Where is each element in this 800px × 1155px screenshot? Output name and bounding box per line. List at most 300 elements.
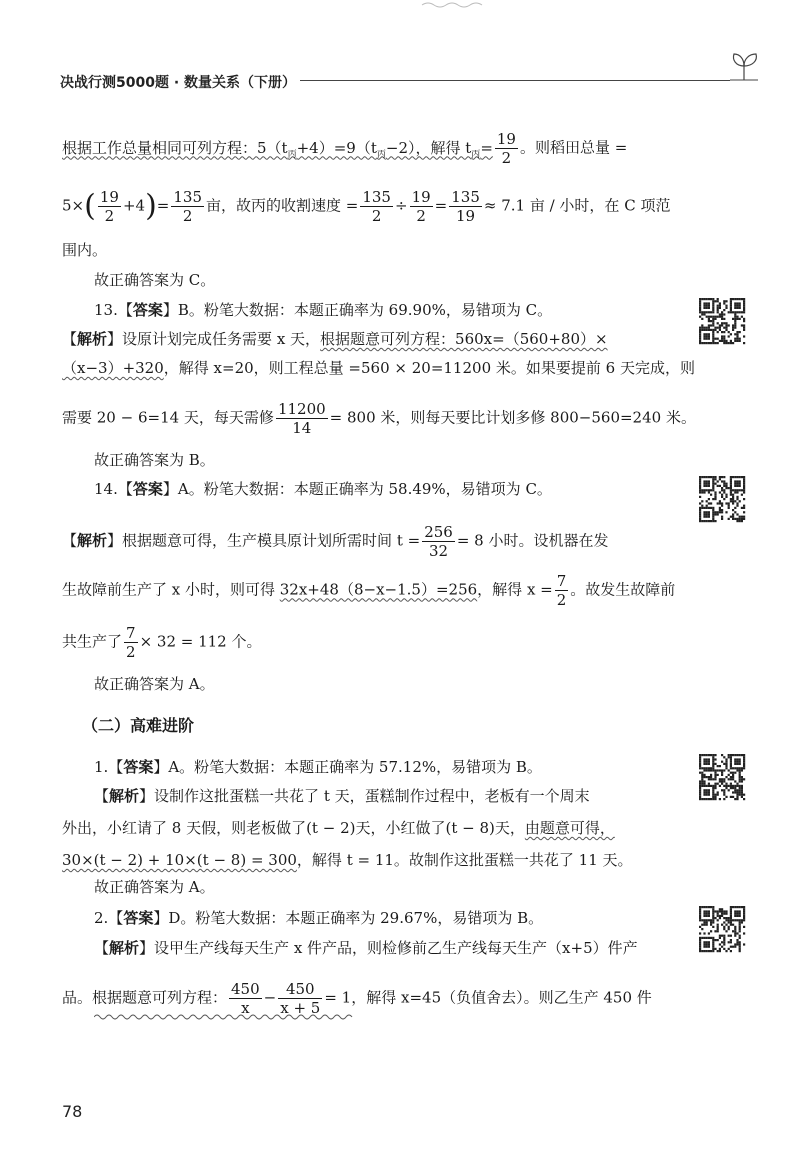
qr-module [712,917,714,919]
fraction: $\frac{19}{2}$ [411,188,431,225]
qr-module [712,483,714,485]
qr-module [699,917,701,919]
qr-module [721,946,723,948]
qr-module [736,498,738,500]
qr-module [719,908,721,910]
qr-module [734,489,736,491]
qr-module [728,919,730,921]
qr-module [699,761,701,763]
qr-module [708,316,710,318]
qr-module [728,935,730,937]
s2q1-analysis-line-1: 【解析】设制作这批蛋糕一共花了 t 天，蛋糕制作过程中，老板有一个周末 [94,787,590,805]
qr-module [703,785,705,787]
qr-module [719,937,721,939]
qr-module [725,930,727,932]
qr-module [712,480,714,482]
qr-module [736,919,738,921]
qr-module [743,498,745,500]
s2q2-answer-head: 2.【答案】D。粉笔大数据：本题正确率为 29.67%，易错项为 B。 [94,909,544,927]
qr-module [699,913,701,915]
qr-module [732,518,734,520]
qr-module [699,758,701,760]
qr-module [721,910,723,912]
qr-module [734,485,736,487]
qr-module [734,791,736,793]
q12-line-1: 根据工作总量相同可列方程：$5(t_丙+4)=9(t_丙-2)$，解得 $t_丙=$ $\frac{19}{2}$ 。则稻田总量 = [62,130,628,167]
qr-module [730,483,732,485]
qr-module [728,917,730,919]
qr-module [730,906,732,908]
qr-module [708,327,710,329]
qr-module [739,754,741,756]
qr-module [732,785,734,787]
qr-module [719,316,721,318]
qr-module [730,756,732,758]
qr-module [706,924,708,926]
qr-module [712,516,714,518]
qr-module [699,908,701,910]
qr-module [739,485,741,487]
qr-module [717,300,719,302]
qr-code-icon[interactable] [696,752,748,802]
qr-module [728,311,730,313]
qr-module [714,342,716,344]
qr-module [736,785,738,787]
qr-module [714,774,716,776]
qr-module [710,342,712,344]
qr-module [743,758,745,760]
qr-module [739,483,741,485]
s2q1-analysis-line-3: 30×(t − 2) + 10×(t − 8) = 300，解得 t = 11。故制作这批蛋糕一共花了 11 天。 [62,851,633,869]
qr-module [739,948,741,950]
qr-module [723,794,725,796]
qr-module [725,327,727,329]
qr-module [743,908,745,910]
qr-module [725,924,727,926]
qr-module [710,785,712,787]
qr-module [708,769,710,771]
fraction: $\frac{7}{2}$ [126,624,136,661]
qr-module [739,794,741,796]
qr-module [706,789,708,791]
qr-module [699,787,701,789]
qr-module [703,329,705,331]
qr-module [721,778,723,780]
qr-module [710,311,712,313]
qr-module [703,298,705,300]
qr-module [714,758,716,760]
qr-module [732,342,734,344]
qr-module [717,480,719,482]
qr-module [725,511,727,513]
qr-module [736,758,738,760]
qr-module [712,316,714,318]
qr-module [730,311,732,313]
qr-module [706,915,708,917]
qr-module [708,932,710,934]
qr-module [717,309,719,311]
qr-module [706,785,708,787]
qr-module [721,935,723,937]
qr-module [708,329,710,331]
qr-module [736,476,738,478]
qr-module [741,787,743,789]
fraction: $\frac{19}{2}$ [496,130,516,167]
qr-module [714,796,716,798]
qr-module [739,919,741,921]
qr-module [699,946,701,948]
qr-module [730,516,732,518]
qr-module [721,774,723,776]
qr-module [743,483,745,485]
qr-module [710,919,712,921]
qr-module [699,487,701,489]
qr-module [721,509,723,511]
qr-module [741,507,743,509]
qr-module [728,778,730,780]
qr-module [699,941,701,943]
qr-module [734,763,736,765]
qr-module [732,476,734,478]
qr-module [708,513,710,515]
qr-module [701,491,703,493]
qr-module [732,946,734,948]
qr-module [734,787,736,789]
qr-module [743,761,745,763]
qr-module [743,767,745,769]
qr-module [730,761,732,763]
qr-module [710,937,712,939]
qr-module [743,311,745,313]
qr-module [725,307,727,309]
qr-module [743,915,745,917]
qr-module [734,307,736,309]
qr-module [732,906,734,908]
qr-module [706,946,708,948]
qr-module [736,796,738,798]
qr-module [703,943,705,945]
qr-module [743,756,745,758]
qr-module [699,926,701,928]
qr-module [743,309,745,311]
qr-module [734,930,736,932]
qr-module [717,939,719,941]
qr-module [728,331,730,333]
qr-module [734,318,736,320]
qr-module [699,785,701,787]
qr-module [732,329,734,331]
qr-module [730,309,732,311]
qr-module [743,763,745,765]
qr-module [723,340,725,342]
qr-module [736,513,738,515]
qr-module [725,785,727,787]
qr-module [743,913,745,915]
qr-code-icon[interactable] [696,904,748,954]
qr-module [701,937,703,939]
qr-module [703,937,705,939]
qr-module [739,778,741,780]
qr-module [710,476,712,478]
qr-module [741,776,743,778]
qr-module [699,340,701,342]
qr-module [712,309,714,311]
qr-module [708,783,710,785]
qr-module [739,906,741,908]
qr-module [736,483,738,485]
qr-module [743,505,745,507]
qr-module [723,798,725,800]
qr-module [730,941,732,943]
qr-module [712,939,714,941]
s2q1-analysis-line-2: 外出，小红请了 8 天假，则老板做了(t − 2)天，小红做了(t − 8)天，由题意可得， [62,819,615,837]
qr-module [736,763,738,765]
qr-module [736,480,738,482]
qr-module [743,487,745,489]
qr-module [703,511,705,513]
qr-module [699,331,701,333]
qr-module [721,511,723,513]
qr-module [719,943,721,945]
qr-module [703,491,705,493]
qr-module [723,941,725,943]
qr-module [703,780,705,782]
qr-module [743,329,745,331]
qr-module [699,943,701,945]
qr-module [741,520,743,522]
qr-module [706,941,708,943]
qr-module [714,513,716,515]
qr-module [717,765,719,767]
qr-module [699,305,701,307]
qr-module [739,338,741,340]
qr-module [741,796,743,798]
qr-module [706,476,708,478]
qr-module [708,767,710,769]
qr-module [708,778,710,780]
qr-module [710,502,712,504]
qr-module [706,342,708,344]
qr-module [699,309,701,311]
qr-module [730,917,732,919]
qr-module [739,767,741,769]
qr-module [723,778,725,780]
qr-module [712,913,714,915]
qr-module [719,324,721,326]
qr-module [734,935,736,937]
qr-module [710,950,712,952]
qr-module [699,763,701,765]
qr-module [712,331,714,333]
qr-module [732,311,734,313]
qr-module [703,915,705,917]
qr-module [703,767,705,769]
qr-module [730,921,732,923]
qr-module [714,498,716,500]
qr-module [708,906,710,908]
qr-module [708,794,710,796]
qr-module [736,941,738,943]
qr-module [743,327,745,329]
qr-module [723,910,725,912]
qr-module [712,305,714,307]
qr-module [706,767,708,769]
qr-module [730,908,732,910]
qr-module [732,494,734,496]
qr-module [699,335,701,337]
qr-module [732,324,734,326]
qr-module [723,313,725,315]
qr-module [734,491,736,493]
qr-module [743,342,745,344]
qr-module [739,924,741,926]
qr-module [728,785,730,787]
qr-module [717,322,719,324]
qr-module [717,338,719,340]
qr-module [714,300,716,302]
qr-module [717,930,719,932]
qr-module [701,785,703,787]
qr-code-icon[interactable] [696,474,748,524]
qr-module [699,915,701,917]
qr-module [736,791,738,793]
qr-module [736,761,738,763]
qr-module [734,511,736,513]
qr-module [703,327,705,329]
qr-module [732,754,734,756]
qr-module [706,794,708,796]
qr-module [712,485,714,487]
qr-module [736,489,738,491]
qr-module [728,335,730,337]
qr-module [741,778,743,780]
qr-module [723,318,725,320]
qr-module [712,758,714,760]
qr-module [708,483,710,485]
qr-module [712,307,714,309]
qr-module [730,758,732,760]
qr-module [743,765,745,767]
qr-module [730,913,732,915]
qr-module [703,776,705,778]
qr-module [739,302,741,304]
qr-module [743,489,745,491]
qr-module [699,772,701,774]
qr-module [739,489,741,491]
q13-answer-head: 13.【答案】B。粉笔大数据：本题正确率为 69.90%，易错项为 C。 [94,301,553,319]
qr-module [730,478,732,480]
qr-module [730,935,732,937]
qr-module [732,509,734,511]
qr-module [730,307,732,309]
qr-module [732,776,734,778]
qr-module [730,485,732,487]
qr-module [703,305,705,307]
qr-module [712,778,714,780]
qr-module [734,910,736,912]
qr-module [739,935,741,937]
qr-module [734,915,736,917]
qr-module [706,937,708,939]
qr-module [719,500,721,502]
qr-module [730,489,732,491]
qr-module [712,507,714,509]
qr-module [712,338,714,340]
qr-module [710,776,712,778]
qr-module [706,485,708,487]
qr-module [706,507,708,509]
qr-module [723,342,725,344]
qr-module [699,520,701,522]
qr-code-icon[interactable] [696,296,748,346]
qr-module [712,767,714,769]
qr-module [706,338,708,340]
qr-module [714,494,716,496]
qr-module [706,511,708,513]
qr-module [701,298,703,300]
qr-module [699,483,701,485]
qr-module [734,338,736,340]
qr-module [710,494,712,496]
qr-module [699,513,701,515]
qr-module [734,333,736,335]
qr-module [712,921,714,923]
qr-module [734,767,736,769]
qr-module [712,320,714,322]
qr-module [710,798,712,800]
qr-module [730,776,732,778]
qr-module [734,772,736,774]
qr-module [734,507,736,509]
qr-module [719,765,721,767]
qr-module [714,754,716,756]
qr-module [723,756,725,758]
qr-module [701,507,703,509]
qr-module [703,798,705,800]
qr-module [712,489,714,491]
qr-module [721,318,723,320]
qr-module [739,926,741,928]
qr-module [728,754,730,756]
qr-module [725,305,727,307]
qr-module [736,767,738,769]
qr-module [717,950,719,952]
qr-module [728,789,730,791]
qr-module [701,329,703,331]
qr-module [699,338,701,340]
qr-module [710,754,712,756]
qr-module [734,758,736,760]
qr-module [725,300,727,302]
qr-module [699,780,701,782]
qr-module [712,941,714,943]
qr-module [708,919,710,921]
qr-module [734,926,736,928]
qr-module [741,767,743,769]
qr-module [712,329,714,331]
qr-module [725,340,727,342]
qr-module [730,500,732,502]
qr-module [730,754,732,756]
qr-module [725,487,727,489]
qr-module [736,520,738,522]
qr-module [723,489,725,491]
q14-analysis-line-3: 共生产了 $\frac{7}{2}$ × 32 = 112 个。 [62,624,262,661]
qr-module [721,761,723,763]
qr-module [721,313,723,315]
qr-module [708,950,710,952]
qr-module [714,338,716,340]
